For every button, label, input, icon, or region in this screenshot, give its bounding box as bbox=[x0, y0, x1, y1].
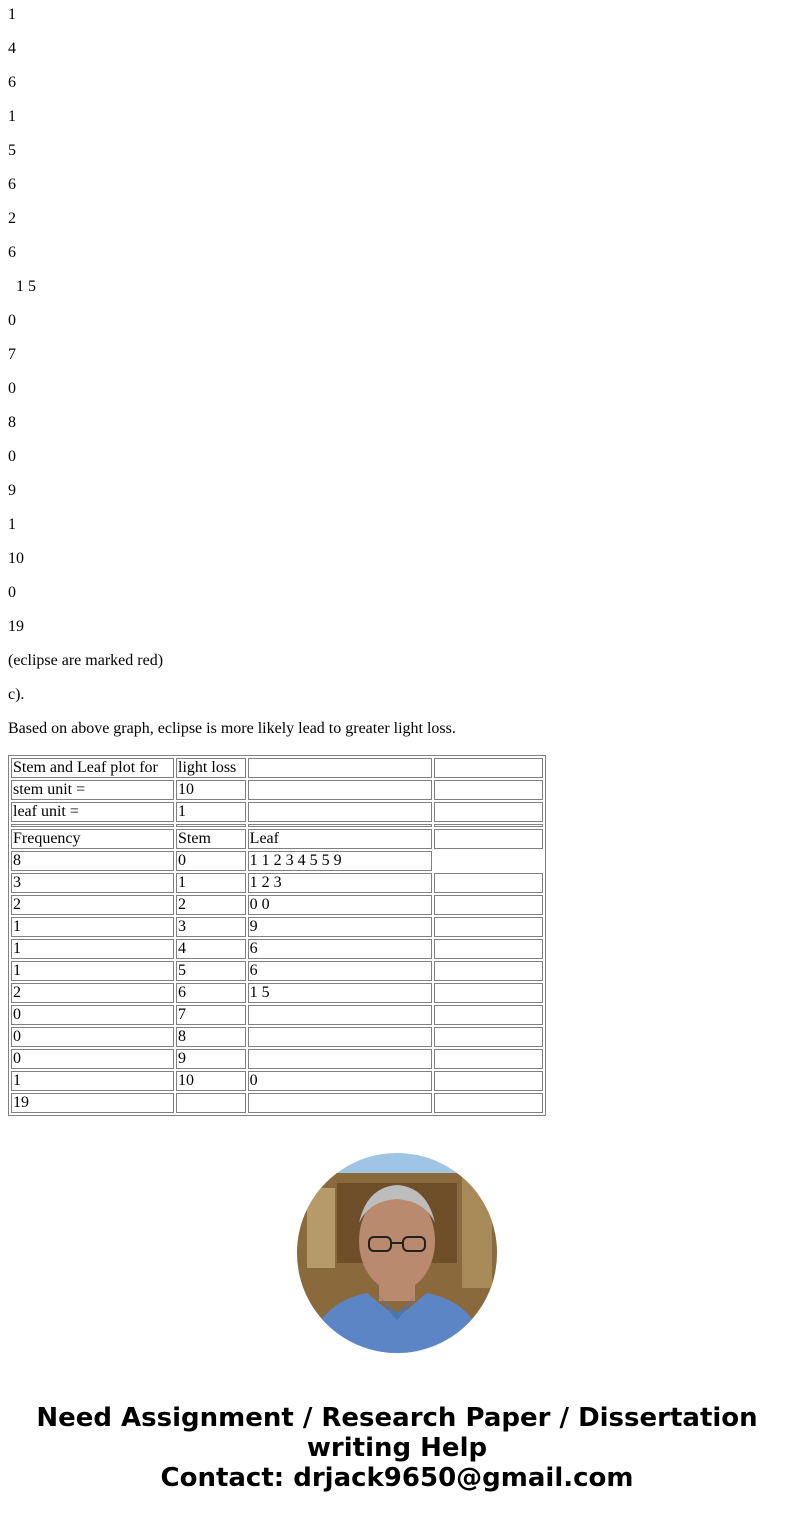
table-cell: 1 bbox=[11, 961, 174, 981]
table-column-header-row bbox=[11, 829, 543, 849]
table-row bbox=[11, 873, 543, 893]
table-cell: 1 bbox=[176, 873, 246, 893]
table-row bbox=[11, 1005, 543, 1025]
table-row bbox=[11, 895, 543, 915]
text-line: 9 bbox=[8, 482, 16, 499]
table-cell: 2 bbox=[176, 895, 246, 915]
table-header-row bbox=[11, 802, 543, 822]
table-cell: 1 1 2 3 4 5 5 9 bbox=[248, 851, 432, 871]
table-cell bbox=[434, 1027, 543, 1047]
text-line: 1 bbox=[8, 6, 16, 23]
table-cell: 1 2 3 bbox=[248, 873, 432, 893]
table-cell: 3 bbox=[176, 917, 246, 937]
table-cell bbox=[434, 983, 543, 1003]
table-cell bbox=[434, 851, 543, 871]
table-row bbox=[11, 1093, 543, 1113]
table-column-header: Leaf bbox=[248, 829, 432, 849]
table-cell: light loss bbox=[176, 758, 246, 778]
text-line: 5 bbox=[8, 142, 16, 159]
table-gap-cell bbox=[434, 824, 543, 827]
table-cell: 9 bbox=[176, 1049, 246, 1069]
table-column-header: Stem bbox=[176, 829, 246, 849]
table-cell: 1 bbox=[176, 802, 246, 822]
table-gap-cell bbox=[248, 824, 432, 827]
table-cell bbox=[434, 1005, 543, 1025]
table-row bbox=[11, 851, 543, 871]
table-cell bbox=[434, 780, 543, 800]
text-line: c). bbox=[8, 686, 25, 703]
text-line: 6 bbox=[8, 244, 16, 261]
table-cell bbox=[434, 939, 543, 959]
text-line: 2 bbox=[8, 210, 16, 227]
table-header-row bbox=[11, 780, 543, 800]
table-cell: 4 bbox=[176, 939, 246, 959]
table-cell bbox=[248, 1093, 432, 1113]
table-cell: 19 bbox=[11, 1093, 174, 1113]
text-line: 1 bbox=[8, 516, 16, 533]
text-line: Based on above graph, eclipse is more likely lead to greater light loss. bbox=[8, 720, 456, 737]
table-cell: 3 bbox=[11, 873, 174, 893]
stem-leaf-table bbox=[8, 755, 546, 1116]
footer-line-2: writing Help bbox=[306, 1433, 488, 1463]
table-cell bbox=[434, 1071, 543, 1091]
table-cell bbox=[248, 780, 432, 800]
text-line: 8 bbox=[8, 414, 16, 431]
text-line: 1 5 bbox=[8, 278, 36, 295]
table-cell bbox=[434, 873, 543, 893]
table-cell bbox=[248, 802, 432, 822]
table-cell: 1 bbox=[11, 1071, 174, 1091]
table-cell bbox=[176, 1093, 246, 1113]
table-cell: Stem and Leaf plot for bbox=[11, 758, 174, 778]
footer-line-1: Need Assignment / Research Paper / Dissertation bbox=[36, 1403, 758, 1433]
table-cell: 6 bbox=[248, 961, 432, 981]
table-cell: 5 bbox=[176, 961, 246, 981]
table-cell: 0 bbox=[11, 1049, 174, 1069]
table-cell bbox=[434, 961, 543, 981]
text-line: 19 bbox=[8, 618, 24, 635]
table-cell bbox=[434, 917, 543, 937]
table-row bbox=[11, 1027, 543, 1047]
text-line: 0 bbox=[8, 448, 16, 465]
table-row bbox=[11, 1049, 543, 1069]
table-cell: 0 bbox=[11, 1005, 174, 1025]
table-cell bbox=[434, 895, 543, 915]
footer bbox=[0, 1403, 794, 1493]
table-cell: 2 bbox=[11, 983, 174, 1003]
text-line: (eclipse are marked red) bbox=[8, 652, 164, 669]
avatar bbox=[297, 1153, 497, 1353]
text-line: 0 bbox=[8, 380, 16, 397]
table-cell: 1 bbox=[11, 939, 174, 959]
table-cell: 0 0 bbox=[248, 895, 432, 915]
table-cell: 10 bbox=[176, 780, 246, 800]
table-cell: 0 bbox=[248, 1071, 432, 1091]
table-row bbox=[11, 961, 543, 981]
table-cell: leaf unit = bbox=[11, 802, 174, 822]
table-cell bbox=[248, 758, 432, 778]
table-gap-cell bbox=[176, 824, 246, 827]
text-line: 10 bbox=[8, 550, 24, 567]
text-lines bbox=[8, 5, 456, 753]
text-line: 6 bbox=[8, 176, 16, 193]
table-cell bbox=[248, 1027, 432, 1047]
table-column-header: Frequency bbox=[11, 829, 174, 849]
table-cell bbox=[248, 1049, 432, 1069]
table-cell: 0 bbox=[11, 1027, 174, 1047]
table-cell: 6 bbox=[248, 939, 432, 959]
table-cell bbox=[434, 802, 543, 822]
table-row bbox=[11, 983, 543, 1003]
table-row bbox=[11, 917, 543, 937]
footer-line-3: Contact: drjack9650@gmail.com bbox=[160, 1463, 634, 1493]
table-cell: 0 bbox=[176, 851, 246, 871]
table-cell bbox=[434, 758, 543, 778]
table-cell bbox=[434, 1049, 543, 1069]
table-cell bbox=[248, 1005, 432, 1025]
table-row bbox=[11, 1071, 543, 1091]
table-cell: 1 bbox=[11, 917, 174, 937]
table-header-row bbox=[11, 758, 543, 778]
table-gap-row bbox=[11, 824, 543, 827]
avatar-photo bbox=[297, 1153, 497, 1353]
text-line: 1 bbox=[8, 108, 16, 125]
table-cell: 2 bbox=[11, 895, 174, 915]
text-line: 4 bbox=[8, 40, 16, 57]
text-line: 0 bbox=[8, 584, 16, 601]
table-cell: 9 bbox=[248, 917, 432, 937]
table-column-header bbox=[434, 829, 543, 849]
table-cell bbox=[434, 1093, 543, 1113]
table-cell: stem unit = bbox=[11, 780, 174, 800]
table-cell: 1 5 bbox=[248, 983, 432, 1003]
table-cell: 8 bbox=[11, 851, 174, 871]
text-line: 6 bbox=[8, 74, 16, 91]
text-line: 0 bbox=[8, 312, 16, 329]
table-row bbox=[11, 939, 543, 959]
table-cell: 8 bbox=[176, 1027, 246, 1047]
table-cell: 10 bbox=[176, 1071, 246, 1091]
text-line: 7 bbox=[8, 346, 16, 363]
table-cell: 6 bbox=[176, 983, 246, 1003]
table-gap-cell bbox=[11, 824, 174, 827]
table-cell: 7 bbox=[176, 1005, 246, 1025]
